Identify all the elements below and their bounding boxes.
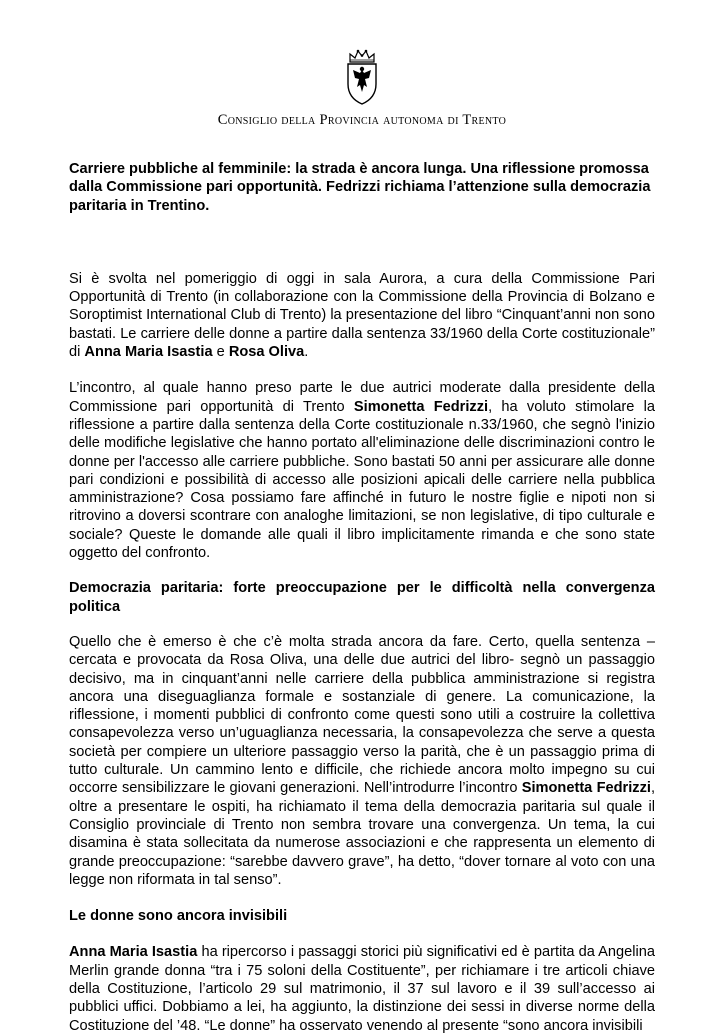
conjunction-text: e [212, 344, 229, 361]
paragraph-3 [69, 633, 655, 889]
section-heading-2: Le donne sono ancora invisibili [69, 908, 288, 925]
author-name-1: Anna Maria Isastia [84, 344, 213, 361]
page-header [0, 48, 724, 129]
paragraph-4-text: ha ripercorso i passaggi storici più significativi ed è partita da Angelina Merlin grande donna “tra i 75 soloni della Costituente”, per richiamare i tre articoli chiave della Costituzione, l’articolo 29 sul matrimonio, il 37 sul lavoro e il 39 sull’accesso ai pubblici uffici. Dobbiamo a lei, ha aggiunto, la distinzione dei sessi in diverse norme della Costituzione del ’48. “Le donne” ha osservato venendo al presente “sono ancora invisibili [69, 944, 655, 1034]
paragraph-3-text-b: , oltre a presentare le ospiti, ha richiamato il tema della democrazia paritaria sul quale il Consiglio provinciale di Trento non sembra trovare una convergenza. Un tema, la cui disamina è stata sollecitata da numerose associazioni e che rappresenta un elemento di grande preoccupazione: “sarebbe davvero grave”, ha detto, “dover tornare al voto con una legge non riformata in tal senso”. [69, 780, 655, 888]
paragraph-2-text-a: L’incontro, al quale hanno preso parte le due autrici moderate dalla presidente della Commissione pari opportunità di Trento [69, 380, 655, 415]
council-name: Consiglio della Provincia autonoma di Trento [217, 112, 507, 128]
press-release-body [69, 160, 655, 1035]
president-name: Simonetta Fedrizzi [353, 398, 489, 415]
president-name-2: Simonetta Fedrizzi [521, 780, 651, 797]
section-heading-1: Democrazia paritaria: forte preoccupazione per le difficoltà nella convergenza politica [69, 580, 655, 615]
paragraph-4 [69, 943, 655, 1034]
paragraph-2-text-b: , ha voluto stimolare la riflessione a partire dalla sentenza della Corte costituzionale n.33/1960, che segnò l'inizio delle modifiche legislative che hanno portato all'eliminazione delle discriminazioni contro le donne per l'accesso alle carriere pubbliche. Sono bastati 50 anni per assicurare alle donne pari condizioni e possibilità di accesso alle posizioni apicali delle carriere nella pubblica amministrazione? Cosa possiamo fare affinché in futuro le nostre figlie e nipoti non si ritrovino a doversi scontrare con analoghe limitazioni, se non legislative, di tipo culturale e sociale? Queste le domande alle quali il libro implicitamente rimanda e che sono state oggetto del confronto. [69, 398, 655, 562]
paragraph-1 [69, 270, 655, 361]
coat-of-arms-icon [342, 48, 382, 106]
article-title: Carriere pubbliche al femminile: la strada è ancora lunga. Una riflessione promossa dalla Commissione pari opportunità. Fedrizzi richiama l’attenzione sulla democrazia paritaria in Trentino. [69, 161, 651, 214]
paragraph-1-end: . [304, 344, 309, 361]
paragraph-1-text: Si è svolta nel pomeriggio di oggi in sala Aurora, a cura della Commissione Pari Opportunità di Trento (in collaborazione con la Commissione della Provincia di Bolzano e Soroptimist International Club di Trento) la presentazione del libro “Cinquant’anni non sono bastati. Le carriere delle donne a partire dalla sentenza 33/1960 della Corte costituzionale” di [69, 270, 655, 361]
author-name-2: Rosa Oliva [228, 344, 305, 361]
paragraph-2 [69, 379, 655, 562]
paragraph-3-text-a: Quello che è emerso è che c’è molta strada ancora da fare. Certo, quella sentenza – cercata e provocata da Rosa Oliva, una delle due autrici del libro- segnò un passaggio decisivo, ma in cinquant’anni nelle carriere della pubblica amministrazione si registra ancora una diseguaglianza formale e sostanziale di genere. La comunicazione, la riflessione, i momenti pubblici di confronto come questi sono utili a costruire la collettiva consapevolezza verso un’uguaglianza necessaria, la consapevolezza che serve a questa società per compiere un ulteriore passaggio verso la parità, che è un passaggio prima di tutto culturale. Un cammino lento e difficile, che richiede ancora molto impegno su cui occorre sensibilizzare le giovani generazioni. Nell’introdurre l’incontro [69, 633, 655, 797]
author-name-3: Anna Maria Isastia [69, 944, 198, 961]
